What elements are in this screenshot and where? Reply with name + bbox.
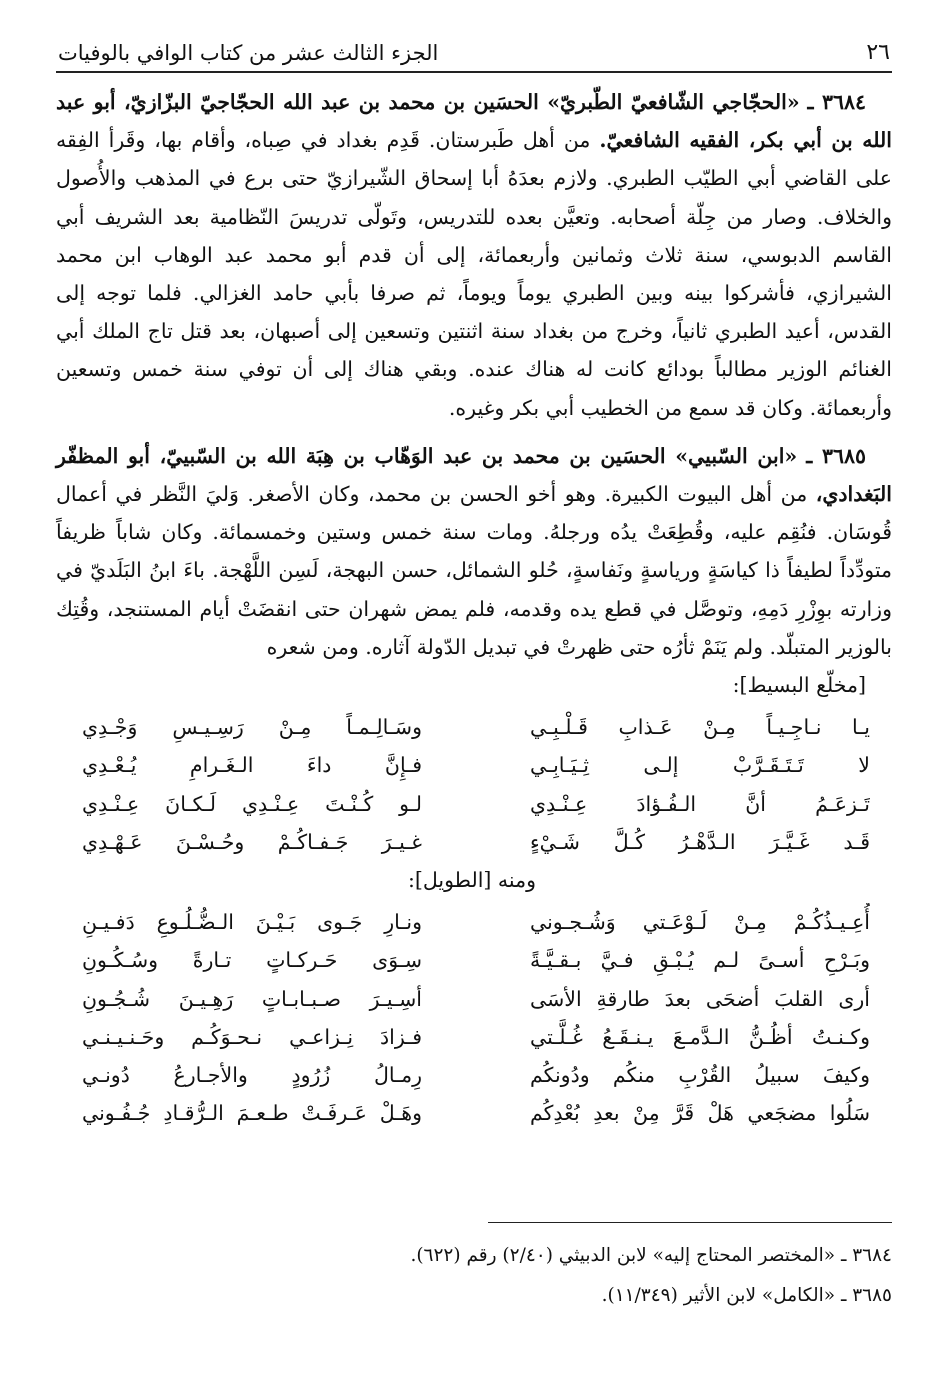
page-number: ٢٦ [866,40,890,65]
entry-paragraph [56,437,892,666]
verse-line [56,746,892,784]
poem-tawil [56,903,892,1132]
verse-second-hemistich: فـإِنَّ داءَ الـغَـرامِ يُـعْـدِي [82,753,422,778]
entry-heading: «ابن السّبيي» الحسَين بن محمد بن عبد الوَهّاب بن هِبَة الله بن السّبييّ، أبو المظفّر البَغدادي، [56,443,892,507]
poem-intro: ومنه [الطويل]: [407,868,536,892]
footnote-3684: ٣٦٨٤ ـ «المختصر المحتاج إليه» لابن الدبيثي (٢/٤٠) رقم (٦٢٢). [410,1245,892,1266]
entry-paragraph [56,83,892,427]
verse-second-hemistich: وهَـلْ عَـرفَـتْ طـعـمَ الـرُّقـادِ جُـفُـوني [82,1101,422,1126]
entry-3685 [56,437,892,1133]
entry-heading: «الحجّاجي الشّافعيّ الطّبريّ» الحسَين بن محمد بن عبد الله الحجّاجيّ البزّازيّ، أبو عبد الله بن أبي بكر، الفقيه الشافعيّ. [56,90,892,153]
verse-second-hemistich: ونـارِ جَـوى بَـيْـنَ الـضُّـلُـوعِ دَفـيـنِ [82,910,422,935]
poem-meter: [مخلّع البسيط]: [732,673,866,698]
main-text [56,83,892,1132]
entry-3684 [56,83,892,427]
entry-body: من أهل طَبرستان. قَدِم بغداد في صِباه، وأقام بها، وقَرأ الفِقه على القاضي أبي الطيّب الطبري. ولازم بعدَهُ أبا إسحاق الشّيرازيّ حتى برع في المذهب والأُصول والخلاف. وصار من جِلّة أصحابه. وتعيَّن بعده للتدريس، وتَولّى تدريسَ النّظامية بعد الشريف أبي القاسم الدبوسي، سنة ثلاث وثمانين وأربعمائة، إلى أن قدم أبو محمد عبد الوهاب ابن محمد الشيرازي، فأشركوا بينه وبين الطبري يوماً ويوماً، ثم صرفا بأبي حامد الغزالي. فلما توجه إلى القدس، أعيد الطبري ثانياً، وخرج من بغداد سنة اثنتين وتسعين إلى أصبهان، بعد قتل تاج الملك أبي الغنائم الوزير مطالباً بودائع كانت له هناك عنده. وبقي هناك إلى أن توفي سنة خمس وتسعين وأربعمائة. وكان قد سمع من الخطيب أبي بكر وغيره. [56,128,892,420]
verse-second-hemistich: لـو كُـنْـتَ عِـنْـدِي لَـكـانَ عِـنْـدِي [82,791,422,816]
verse-line [56,823,892,861]
entry-number: ٣٦٨٥ ـ [806,443,866,468]
verse-first-hemistich: تَـزعَـمُ أنَّ الـفُـؤادَ عِـنْـدِي [530,791,870,816]
verse-first-hemistich: وبَـرْحِ أسـىً لـم يُـبْـقِ فـيَّ بـقـيَّـةً [530,948,870,973]
verse-line [56,1094,892,1132]
verse-second-hemistich: وسَـالِـمـاً مِـنْ رَسِـيـسِ وَجْـدِي [82,715,422,740]
verse-second-hemistich: سِـوَى حَـركـاتٍ تـارةً وسُـكُـونِ [82,948,422,973]
poem-basit [56,708,892,861]
verse-line [56,1018,892,1056]
verse-first-hemistich: سَلُوا مضجَعي هَلْ قَرَّ مِنْ بعدِ بُعْدِكُم [530,1101,870,1126]
footnote-3685: ٣٦٨٥ ـ «الكامل» لابن الأثير (١١/٣٤٩). [601,1285,892,1306]
running-title: الجزء الثالث عشر من كتاب الوافي بالوفيات [58,41,439,65]
verse-first-hemistich: لا تَـتَـقَـرَّبْ إلـى ثِـيَـابِـي [530,753,870,778]
footnotes [56,1236,892,1316]
verse-second-hemistich: غـيـرَ جَـفـاكُـمْ وحُـسْـنَ عَـهْـدِي [82,829,422,854]
verse-first-hemistich: يـا نـاجِـيـاً مِـنْ عَـذابِ قَـلْـبِـي [530,715,870,740]
verse-line [56,980,892,1018]
verse-line [56,785,892,823]
page-header [56,40,892,73]
verse-line [56,903,892,941]
verse-line [56,1056,892,1094]
footnote-separator [488,1222,892,1223]
verse-first-hemistich: قَـد غَـيَّـرَ الـدَّهْـرُ كُـلَّ شَـيْءٍ [530,829,870,854]
entry-number: ٣٦٨٤ ـ [807,90,866,114]
verse-line [56,708,892,746]
page [56,40,892,1340]
verse-line [56,941,892,979]
entry-body: من أهل البيوت الكبيرة. وهو أخو الحسن بن محمد، وكان الأصغر. وَليَ النَّظر في أعمال قُوسَان. فنُقِم عليه، وقُطِعَتْ يدُه ورجلهُ. ومات سنة خمس وستين وخمسمائة. وكان شاباً ظريفاً متودِّداً لطيفاً ذا كياسَةٍ ورياسةٍ ونَفاسةٍ، حُلو الشمائل، حسن البهجة، لَسِن اللَّهْجة. باءَ ابنُ البَلَديّ في وزارته بوِزْرِ دَمِهِ، وتوصَّل في قطع يده وقدمه، فلم يمض شهران حتى انقضَتْ أيام المستنجد، وقُتِك بالوزير المتبلّد. ولم يَنَمْ ثأرُه حتى ظهرتْ في تبديل الدّولة آثاره. ومن شعره [56,482,892,659]
verse-first-hemistich: أُعِـيـذُكُـمْ مِـنْ لَـوْعَـتي وَشُـجـوني [530,910,870,935]
verse-first-hemistich: أرى القلبَ أضحَى بعدَ طارقةِ الأسَى [530,986,870,1011]
verse-second-hemistich: فـزادَ نِـزاعـي نـحـوَكُـم وحَـنـيـنـي [82,1024,422,1049]
verse-first-hemistich: وكـنـتُ أظُـنُّ الـدَّمـعَ يـنـقَـعُ غُـلَّـتي [530,1024,870,1049]
verse-first-hemistich: وكيفَ سبيلُ القُرْبِ منكُم ودُونكُم [530,1062,870,1087]
verse-second-hemistich: أسِـيـرَ صـبـابـاتٍ رَهِـيـنَ شُـجُـونِ [82,986,422,1011]
verse-second-hemistich: رِمـالُ زُرُودٍ والأجـارعُ دُونـي [82,1062,422,1087]
